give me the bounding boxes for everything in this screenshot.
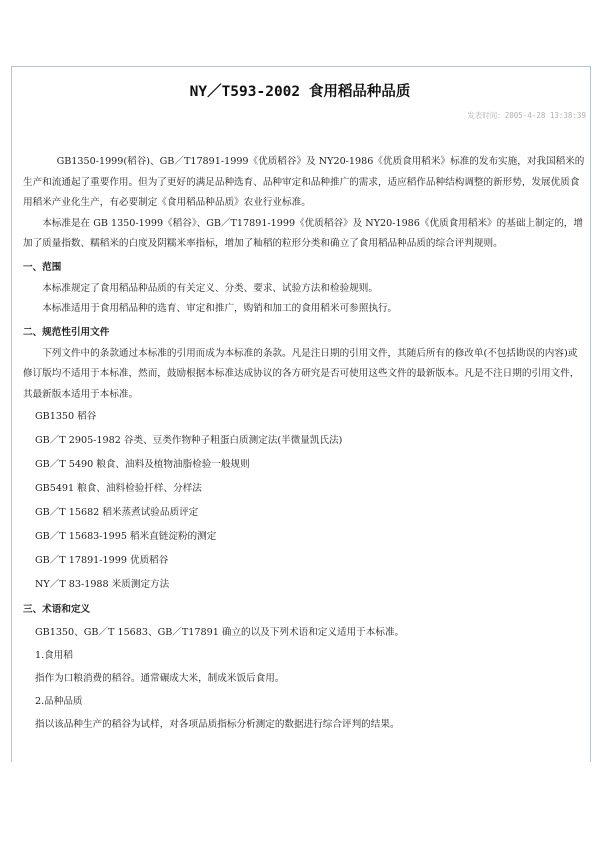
term-definition: 指以该品种生产的稻谷为试样，对各项品质指标分析测定的数据进行综合评判的结果。 (35, 719, 400, 730)
term-definition: 指作为口粮消费的稻谷。通常碾成大米，制成米饭后食用。 (35, 673, 285, 684)
references-paragraph: 下列文件中的条款通过本标准的引用而成为本标准的条款。凡是注日期的引用文件，其随后所有的修改单(不包括勘误的内容)或修订版均不适用于本标准，然而，鼓励根据本标准达成协议的各方研究是否可使用这些文件的最新版本。凡是不注日期的引用文件，其最新版本适用于本标准。 (23, 347, 580, 400)
section-heading-scope: 一、范围 (23, 261, 62, 273)
section-heading-terms: 三、术语和定义 (23, 604, 91, 615)
publish-time: 发表时间：2005-4-28 13:38:39 (467, 111, 586, 120)
reference-item: GB5491 粮食、油料检验扦样、分样法 (35, 483, 202, 494)
reference-item: GB1350 稻谷 (35, 411, 97, 422)
reference-item: GB／T 5490 粮食、油料及植物油脂检验一般规则 (35, 459, 250, 470)
term-name: 2.品种品质 (35, 696, 83, 707)
document-title: NY／T593-2002 食用稻品种品质 (189, 84, 411, 100)
reference-item: GB／T 2905-1982 谷类、豆类作物种子粗蛋白质测定法(半微量凯氏法) (35, 435, 343, 446)
reference-item: GB／T 15683-1995 稻米直链淀粉的测定 (35, 531, 217, 542)
intro-paragraph-1: GB1350-1999(稻谷)、GB／T17891-1999《优质稻谷》及 NY20-1986《优质食用稻米》标准的发布实施，对我国稻米的生产和流通起了重要作用。但为了更好的满足品种选育、品种审定和品种推广的需求，适应稻作品种结构调整的新形势，发展优质食用稻米产业化生产，有必要制定《食用稻品种品质》农业行业标准。 (23, 156, 585, 208)
section-heading-references: 二、规范性引用文件 (23, 326, 110, 338)
document-body (23, 152, 585, 736)
term-name: 1.食用稻 (35, 650, 73, 661)
reference-item: GB／T 17891-1999 优质稻谷 (35, 555, 169, 566)
reference-item: NY／T 83-1988 米质测定方法 (35, 579, 170, 590)
terms-intro: GB1350、GB／T 15683、GB／T17891 确立的以及下列术语和定义适用于本标准。 (35, 627, 405, 638)
scope-paragraph-1: 本标准规定了食用稻品种品质的有关定义、分类、要求、试验方法和检验规则。 (42, 282, 378, 294)
intro-paragraph-2: 本标准是在 GB 1350-1999《稻谷》、GB／T17891-1999《优质稻谷》及 NY20-1986《优质食用稻米》的基础上制定的，增加了质量指数、糯稻米的白度及阴糯米率指标，增加了籼稻的粒形分类和确立了食用稻品种品质的综合评判规则。 (23, 217, 583, 249)
reference-item: GB／T 15682 稻米蒸煮试验品质评定 (35, 507, 199, 518)
scope-paragraph-2: 本标准适用于食用稻品种的选育、审定和推广，购销和加工的食用稻米可参照执行。 (42, 303, 398, 314)
